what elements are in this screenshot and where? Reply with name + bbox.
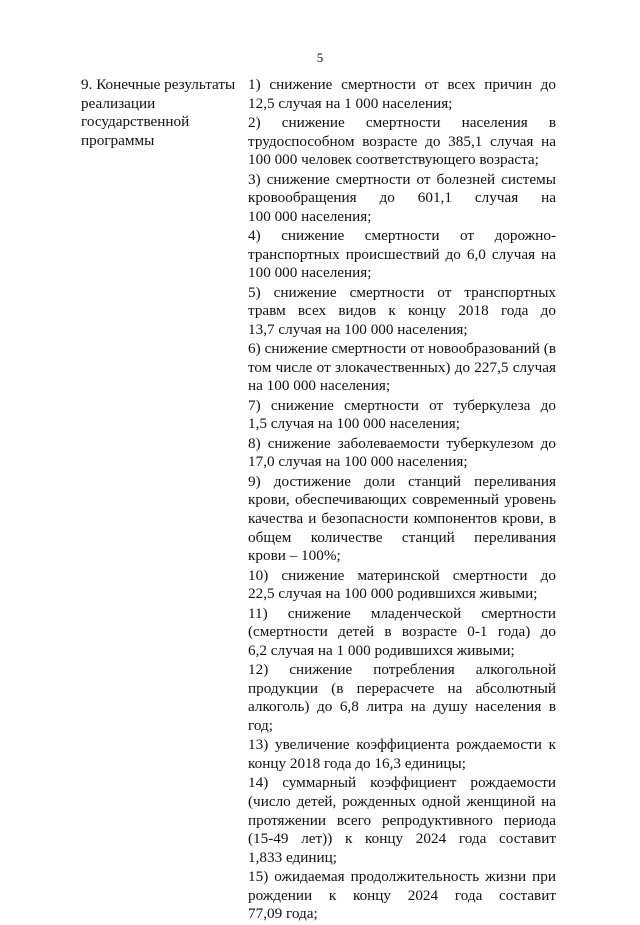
list-item-line: 7) снижение смертности от туберкулеза до xyxy=(248,396,556,414)
list-item-line: 13) увеличение коэффициента рождаемости к xyxy=(248,736,556,754)
section-label-line: реализации xyxy=(81,94,156,112)
section-label xyxy=(81,76,243,150)
list-item-line: 12) снижение потребления алкогольной xyxy=(248,661,556,679)
list-item-line: 11) снижение младенческой смертности xyxy=(248,604,556,622)
list-item xyxy=(248,868,556,924)
list-item-line: (смертности детей в возрасте 0-1 года) до xyxy=(248,623,556,641)
list-item-line: год; xyxy=(248,716,273,734)
list-item-line: крови, обеспечивающих современный уровень xyxy=(248,491,556,509)
list-item-line: общем количестве станций переливания xyxy=(248,528,556,546)
list-item-line: 10) снижение материнской смертности до xyxy=(248,566,556,584)
list-item-line: качества и безопасности компонентов крови, в xyxy=(248,510,556,528)
list-item-line: 6) снижение смертности от новообразований (в xyxy=(248,340,556,358)
list-item xyxy=(248,340,556,396)
list-item-line: рождении к концу 2024 года составит xyxy=(248,886,556,904)
results-list xyxy=(248,76,556,925)
list-item-line: алкоголь) до 6,8 литра на душу населения в xyxy=(248,698,556,716)
list-item-line: 3) снижение смертности от болезней системы xyxy=(248,170,556,188)
list-item-line: 4) снижение смертности от дорожно- xyxy=(248,227,556,245)
list-item-line: 12,5 случая на 1 000 населения; xyxy=(248,94,453,112)
list-item-line: концу 2018 года до 16,3 единицы; xyxy=(248,754,466,772)
list-item-line: 15) ожидаемая продолжительность жизни при xyxy=(248,868,556,886)
list-item xyxy=(248,171,556,227)
list-item-line: 17,0 случая на 100 000 населения; xyxy=(248,453,468,471)
list-item-line: 100 000 человек соответствующего возраста; xyxy=(248,151,539,169)
list-item xyxy=(248,473,556,566)
list-item xyxy=(248,227,556,283)
list-item xyxy=(248,397,556,434)
list-item-line: 6,2 случая на 1 000 родившихся живыми; xyxy=(248,641,515,659)
list-item-line: 77,09 года; xyxy=(248,905,318,923)
list-item-line: продукции (в перерасчете на абсолютный xyxy=(248,679,556,697)
list-item-line: на 100 000 населения; xyxy=(248,377,391,395)
list-item-line: 5) снижение смертности от транспортных xyxy=(248,283,556,301)
list-item-line: крови – 100%; xyxy=(248,547,341,565)
list-item-line: 1,833 единиц; xyxy=(248,848,337,866)
list-item-line: 100 000 населения; xyxy=(248,264,372,282)
list-item-line: 2) снижение смертности населения в xyxy=(248,113,556,131)
list-item-line: протяжении всего репродуктивного периода xyxy=(248,811,556,829)
list-item xyxy=(248,774,556,867)
list-item-line: трудоспособном возрасте до 385,1 случая на xyxy=(248,132,556,150)
list-item-line: кровообращения до 601,1 случая на xyxy=(248,189,556,207)
list-item-line: (число детей, рожденных одной женщиной на xyxy=(248,792,556,810)
list-item xyxy=(248,76,556,113)
list-item-line: 100 000 населения; xyxy=(248,207,372,225)
list-item xyxy=(248,114,556,170)
list-item xyxy=(248,284,556,340)
list-item xyxy=(248,435,556,472)
list-item-line: (15-49 лет)) к концу 2024 года составит xyxy=(248,830,556,848)
list-item-line: том числе от злокачественных) до 227,5 случая xyxy=(248,358,556,376)
list-item-line: 22,5 случая на 100 000 родившихся живыми; xyxy=(248,585,538,603)
list-item xyxy=(248,605,556,661)
list-item-line: 9) достижение доли станций переливания xyxy=(248,472,556,490)
list-item-line: 14) суммарный коэффициент рождаемости xyxy=(248,774,556,792)
table-row xyxy=(0,76,640,923)
list-item xyxy=(248,736,556,773)
section-label-line: 9. Конечные результаты xyxy=(81,76,236,93)
list-item-line: 1) снижение смертности от всех причин до xyxy=(248,76,556,93)
section-label-line: государственной xyxy=(81,113,190,131)
list-item-line: 1,5 случая на 100 000 населения; xyxy=(248,415,460,433)
list-item xyxy=(248,661,556,735)
list-item-line: 13,7 случая на 100 000 населения; xyxy=(248,320,468,338)
page-number: 5 xyxy=(316,50,324,65)
section-label-line: программы xyxy=(81,131,155,149)
list-item xyxy=(248,567,556,604)
list-item-line: 8) снижение заболеваемости туберкулезом до xyxy=(248,434,556,452)
list-item-line: транспортных происшествий до 6,0 случая на xyxy=(248,245,556,263)
list-item-line: травм всех видов к концу 2018 года до xyxy=(248,302,556,320)
